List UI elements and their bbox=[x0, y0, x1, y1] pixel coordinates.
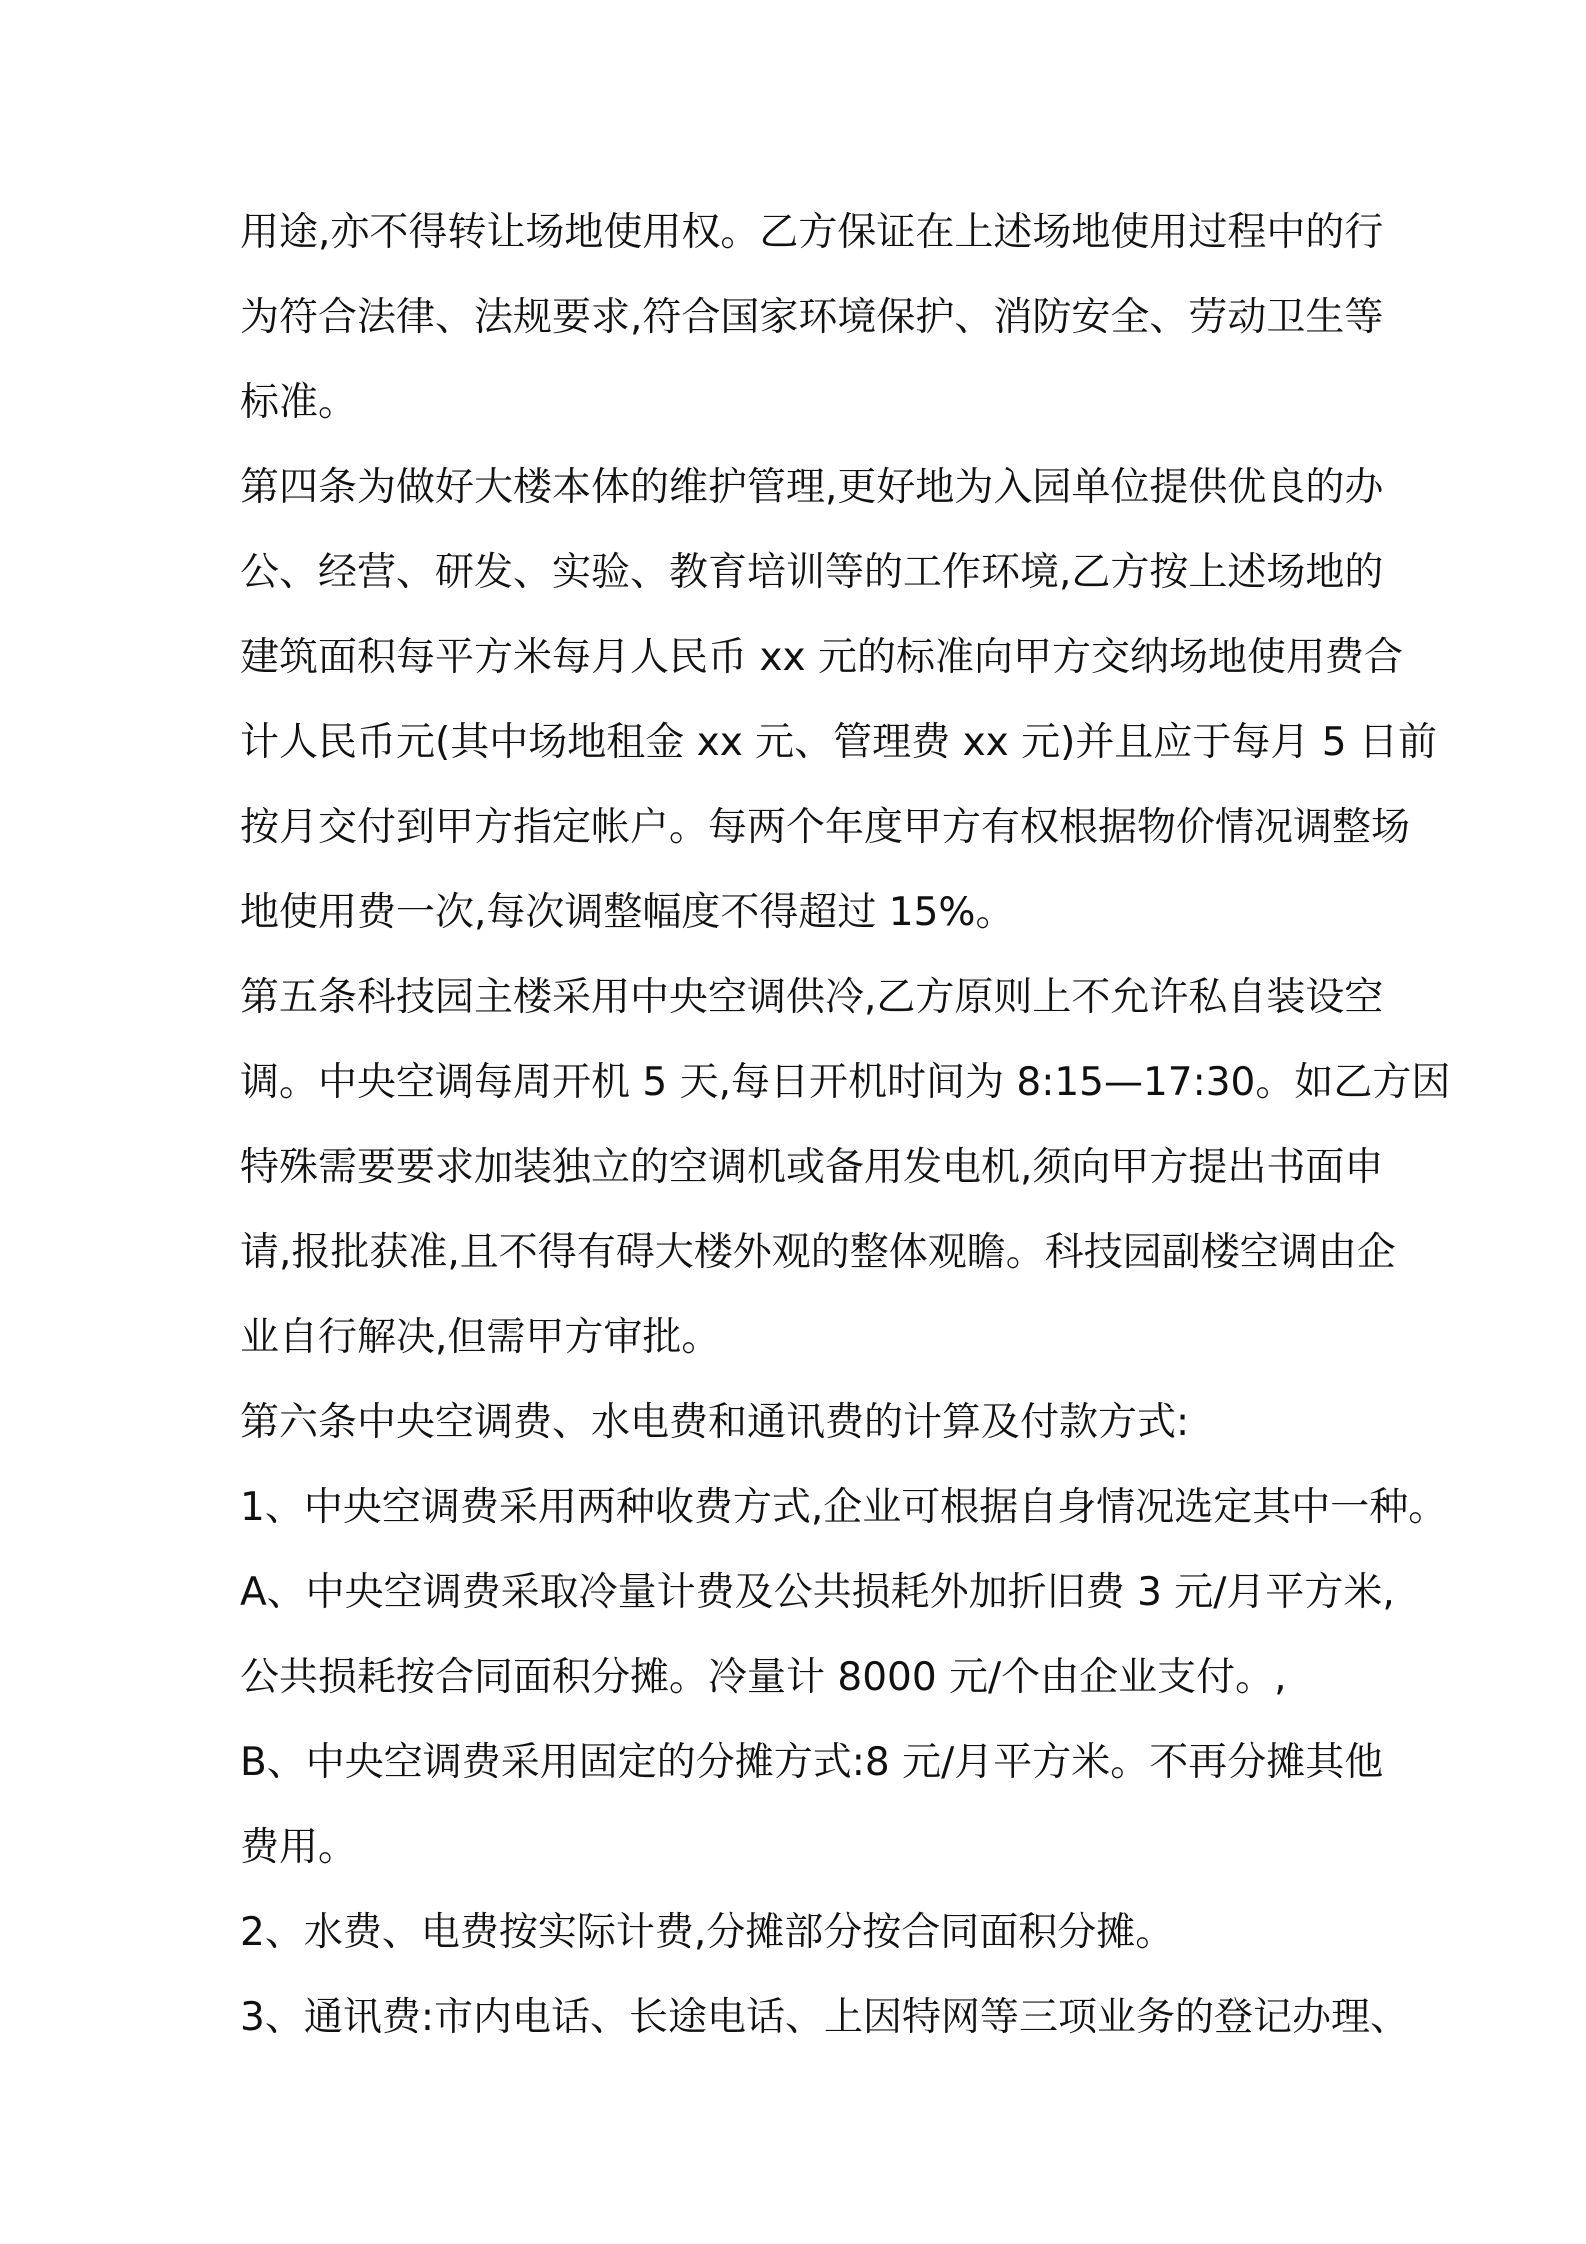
text-line: 业自行解决,但需甲方审批。 bbox=[240, 1315, 721, 1360]
text-line: 第四条为做好大楼本体的维护管理,更好地为入园单位提供优良的办 bbox=[240, 465, 1384, 510]
text-line: 公共损耗按合同面积分摊。冷量计 8000 元/个由企业支付。, bbox=[240, 1655, 1287, 1700]
text-line: 地使用费一次,每次调整幅度不得超过 15%。 bbox=[240, 890, 1015, 935]
text-line: 请,报批获准,且不得有碍大楼外观的整体观瞻。科技园副楼空调由企 bbox=[240, 1230, 1396, 1275]
text-line: 用途,亦不得转让场地使用权。乙方保证在上述场地使用过程中的行 bbox=[240, 210, 1384, 255]
text-line: B、中央空调费采用固定的分摊方式:8 元/月平方米。不再分摊其他 bbox=[240, 1740, 1384, 1785]
text-line: 1、中央空调费采用两种收费方式,企业可根据自身情况选定其中一种。 bbox=[240, 1485, 1448, 1530]
text-line: 费用。 bbox=[240, 1825, 358, 1870]
text-line: 公、经营、研发、实验、教育培训等的工作环境,乙方按上述场地的 bbox=[240, 550, 1384, 595]
text-line: 标准。 bbox=[240, 380, 358, 425]
text-line: 计人民币元(其中场地租金 xx 元、管理费 xx 元)并且应于每月 5 日前 bbox=[240, 720, 1437, 765]
document-body bbox=[240, 190, 1451, 2060]
text-line: 建筑面积每平方米每月人民币 xx 元的标准向甲方交纳场地使用费合 bbox=[240, 635, 1403, 680]
text-line: A、中央空调费采取冷量计费及公共损耗外加折旧费 3 元/月平方米, bbox=[240, 1570, 1395, 1615]
text-line: 特殊需要要求加装独立的空调机或备用发电机,须向甲方提出书面申 bbox=[240, 1145, 1384, 1190]
text-line: 按月交付到甲方指定帐户。每两个年度甲方有权根据物价情况调整场 bbox=[240, 805, 1411, 850]
text-line: 2、水费、电费按实际计费,分摊部分按合同面积分摊。 bbox=[240, 1910, 1175, 1955]
text-line: 第六条中央空调费、水电费和通讯费的计算及付款方式: bbox=[240, 1400, 1190, 1445]
text-line: 调。中央空调每周开机 5 天,每日开机时间为 8:15—17:30。如乙方因 bbox=[240, 1060, 1451, 1105]
text-line: 为符合法律、法规要求,符合国家环境保护、消防安全、劳动卫生等 bbox=[240, 295, 1384, 340]
text-line: 3、通讯费:市内电话、长途电话、上因特网等三项业务的登记办理、 bbox=[240, 1995, 1409, 2040]
text-line: 第五条科技园主楼采用中央空调供冷,乙方原则上不允许私自装设空 bbox=[240, 975, 1384, 1020]
